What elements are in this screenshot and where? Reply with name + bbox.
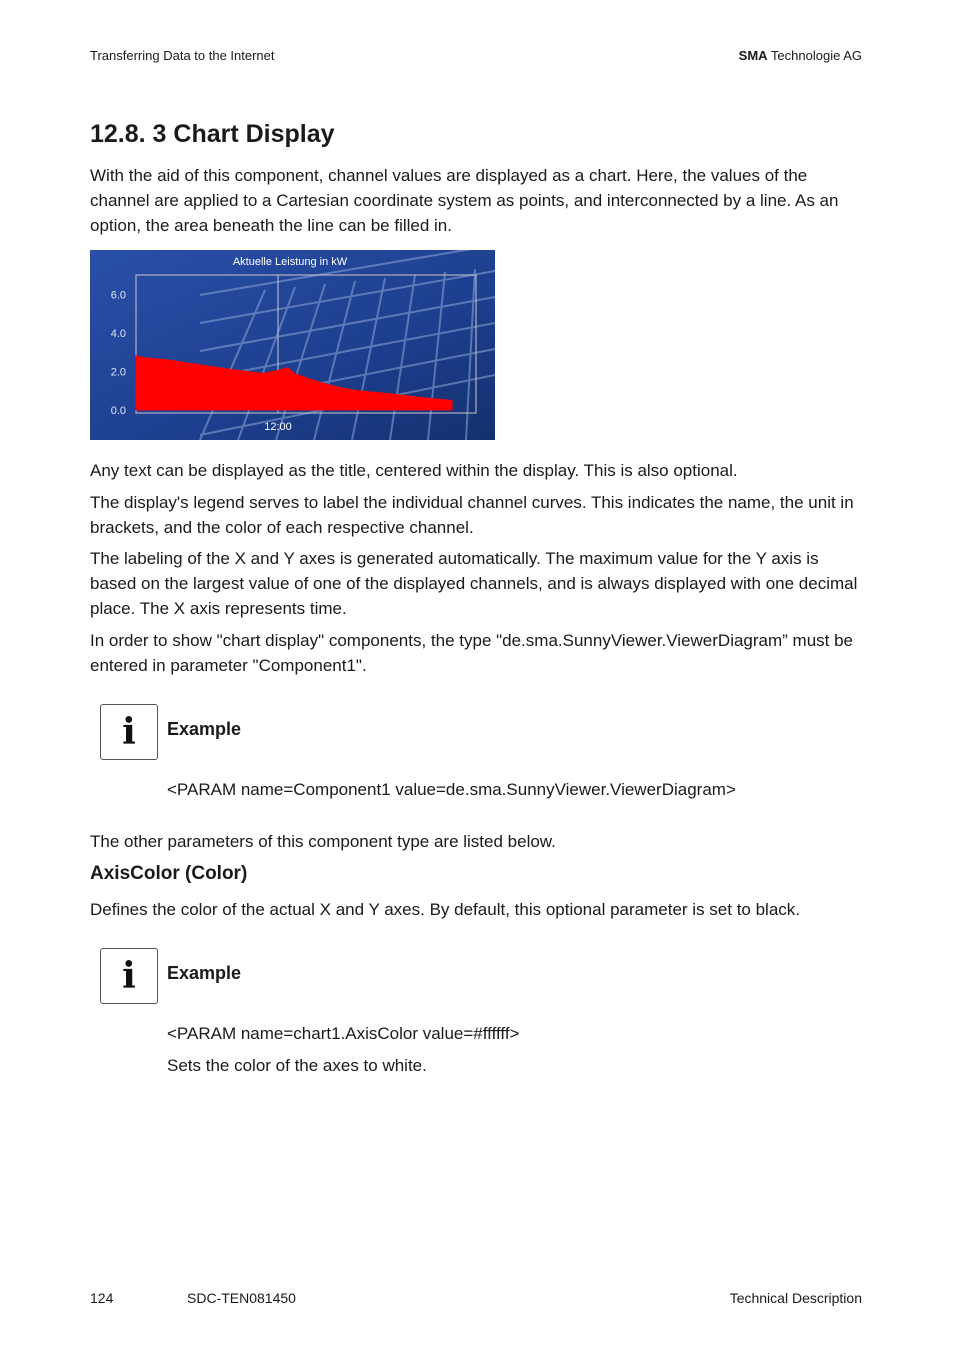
axes-paragraph: The labeling of the X and Y axes is generated automatically. The maximum value for the Y axis is based on the largest value of one of the displayed channels, and is always displayed with one decimal place. The X axis represents time.	[90, 549, 858, 618]
info-icon-box	[100, 704, 158, 760]
legend-paragraph: The display's legend serves to label the individual channel curves. This indicates the name, the unit in brackets, and the color of each respective channel.	[90, 493, 854, 537]
example-label: Example	[167, 963, 242, 983]
axiscolor-description: Defines the color of the actual X and Y axes. By default, this optional parameter is set to black.	[90, 900, 800, 919]
example-note: Sets the color of the axes to white.	[167, 1056, 427, 1075]
info-icon-box	[100, 948, 158, 1004]
example-code: <PARAM name=Component1 value=de.sma.SunnyViewer.ViewerDiagram>	[167, 780, 736, 799]
brand-name: SMA	[738, 48, 768, 63]
other-params-paragraph: The other parameters of this component type are listed below.	[90, 832, 556, 851]
info-icon: i	[122, 955, 136, 997]
x-axis	[264, 421, 292, 433]
chart-title: Aktuelle Leistung in kW	[232, 256, 348, 268]
y-tick-label: 0.0	[110, 405, 126, 417]
document-id: SDC-TEN081450	[187, 1290, 296, 1306]
info-icon: i	[122, 711, 136, 753]
company-suffix: Technologie AG	[767, 48, 862, 63]
running-header-company	[739, 48, 862, 63]
x-tick-label: 12:00	[264, 421, 292, 433]
axiscolor-heading: AxisColor (Color)	[90, 863, 248, 884]
example-code: <PARAM name=chart1.AxisColor value=#ffffff>	[167, 1024, 520, 1043]
chart-display-figure	[90, 250, 495, 440]
example-label: Example	[167, 719, 242, 739]
document-type: Technical Description	[729, 1290, 862, 1306]
y-tick-label: 2.0	[110, 366, 126, 379]
y-tick-label: 6.0	[110, 289, 126, 302]
page-number: 124	[90, 1290, 114, 1306]
component-type-paragraph: In order to show "chart display" components, the type "de.sma.SunnyViewer.ViewerDiagram” must be entered in parameter "Component1".	[90, 631, 854, 675]
intro-paragraph: With the aid of this component, channel values are displayed as a chart. Here, the values of the channel are applied to a Cartesian coordinate system as points, and interconnected by a line. As an option, the area beneath the line can be filled in.	[90, 166, 839, 235]
running-header-title: Transferring Data to the Internet	[90, 48, 275, 63]
y-tick-label: 4.0	[110, 327, 126, 340]
title-paragraph: Any text can be displayed as the title, centered within the display. This is also optional.	[90, 461, 738, 480]
section-title: 12.8. 3 Chart Display	[90, 120, 335, 148]
